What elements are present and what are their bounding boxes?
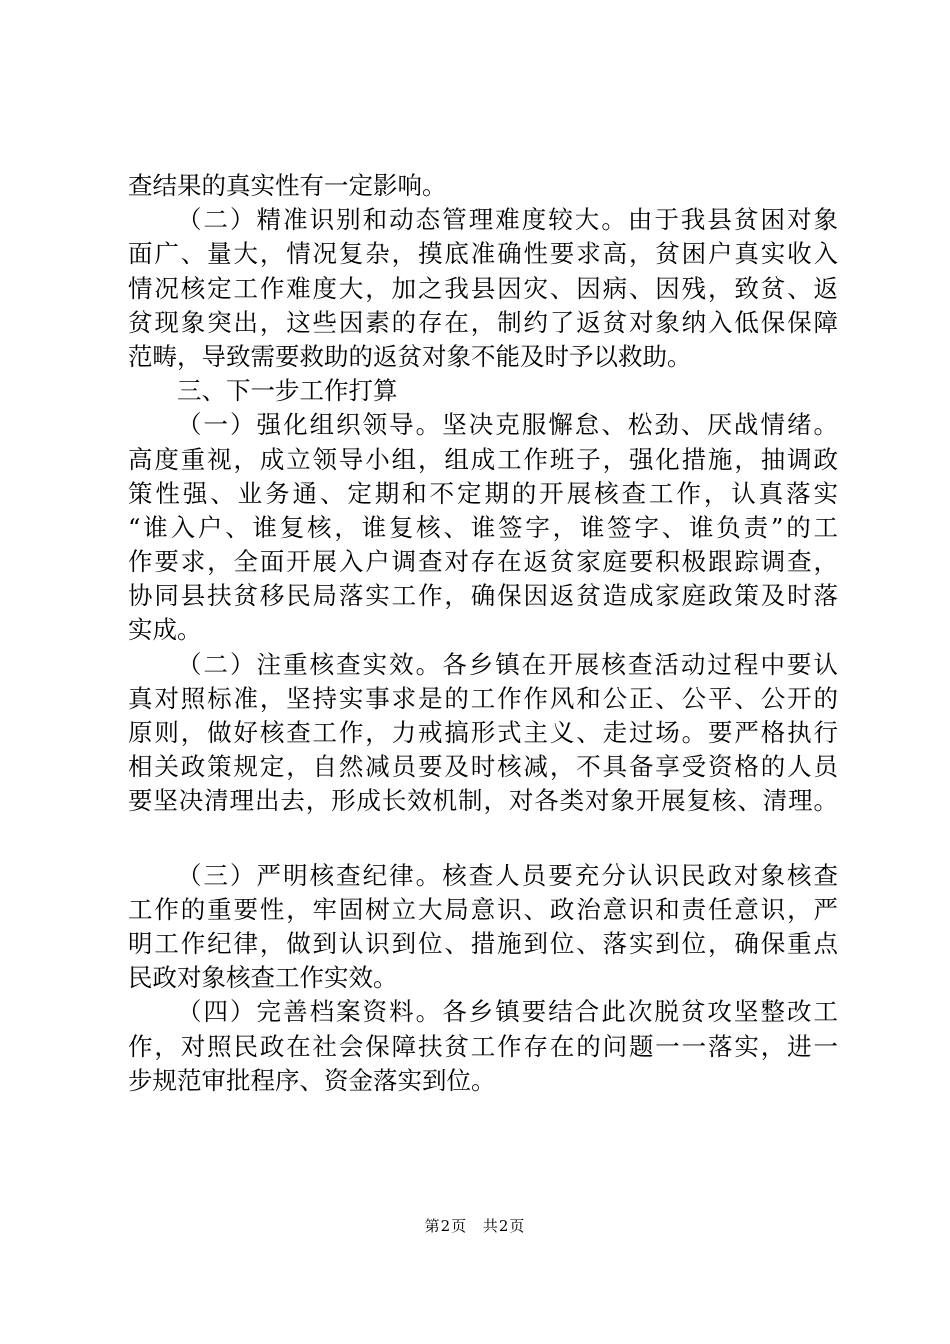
paragraph-line: 原则，做好核查工作，力戒搞形式主义、走过场。要严格执行 [128,718,838,747]
paragraph-line: （二）注重核查实效。各乡镇在开展核查活动过程中要认 [177,649,838,679]
paragraph-line: “谁入户、谁复核，谁复核、谁签字，谁签字、谁负责”的工 [128,512,838,542]
paragraph-line: 查结果的真实性有一定影响。 [128,171,447,200]
paragraph-line: 面广、量大，情况复杂，摸底准确性要求高，贫困户真实收入 [128,239,838,269]
paragraph-line: 协同县扶贫移民局落实工作，确保因返贫造成家庭政策及时落 [128,581,838,611]
paragraph-line: 范畴，导致需要救助的返贫对象不能及时予以救助。 [128,341,692,371]
paragraph-line: （四）完善档案资料。各乡镇要结合此次脱贫攻坚整改工 [177,997,838,1027]
paragraph-line: 工作的重要性，牢固树立大局意识、政治意识和责任意识，严 [128,894,838,924]
paragraph-line: 策性强、业务通、定期和不定期的开展核查工作，认真落实 [128,478,838,508]
paragraph-line: 真对照标准，坚持实事求是的工作作风和公正、公平、公开的 [128,683,838,713]
paragraph-line: 高度重视，成立领导小组，组成工作班子，强化措施，抽调政 [128,444,838,474]
page-footer [0,1216,950,1236]
paragraph-line: 明工作纪律，做到认识到位、措施到位、落实到位，确保重点 [128,928,838,958]
paragraph-line: 情况核定工作难度大，加之我县因灾、因病、因残，致贫、返 [128,273,838,303]
paragraph-line: 民政对象核查工作实效。 [128,963,398,993]
section-heading: 三、下一步工作打算 [177,376,398,406]
document-body [128,169,838,1098]
paragraph-line: （一）强化组织领导。坚决克服懈怠、松劲、厌战情绪。 [177,410,838,440]
paragraph-line: 实成。 [128,615,202,645]
paragraph-line: （二）精准识别和动态管理难度较大。由于我县贫困对象 [177,205,838,235]
paragraph-line: 步规范审批程序、资金落实到位。 [128,1065,496,1095]
page-number: 第2页 [424,1217,468,1235]
paragraph-line: 要坚决清理出去，形成长效机制，对各类对象开展复核、清理。 [128,786,838,816]
paragraph-gap [128,819,838,859]
paragraph-line: 作，对照民政在社会保障扶贫工作存在的问题一一落实，进一 [128,1031,838,1061]
paragraph-line: 作要求，全面开展入户调查对存在返贫家庭要积极跟踪调查， [128,547,838,577]
page-total: 共2页 [482,1217,526,1235]
paragraph-line: 相关政策规定，自然减员要及时核减，不具备享受资格的人员 [128,752,838,782]
paragraph-line: （三）严明核查纪律。核查人员要充分认识民政对象核查 [177,860,838,890]
paragraph-line: 贫现象突出，这些因素的存在，制约了返贫对象纳入低保保障 [128,307,838,337]
